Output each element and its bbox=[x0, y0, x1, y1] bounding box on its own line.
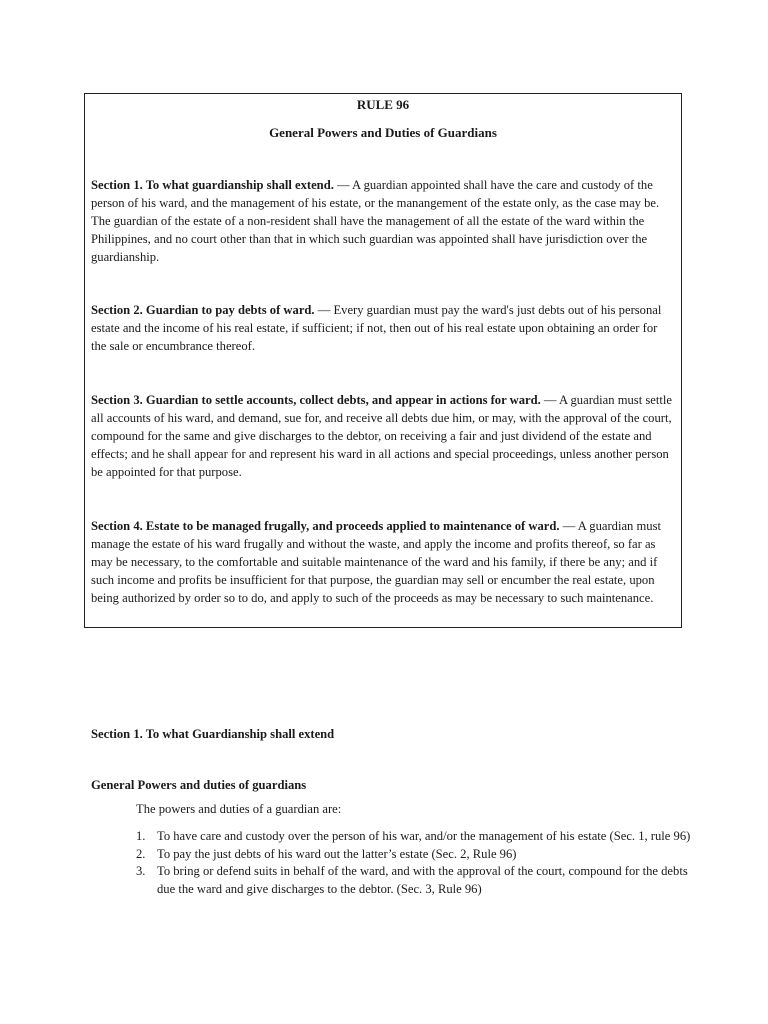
section-4-paragraph bbox=[91, 517, 675, 607]
notes-heading-section-1: Section 1. To what Guardianship shall extend bbox=[91, 727, 335, 741]
list-item bbox=[136, 828, 691, 846]
rule-title: RULE 96 bbox=[356, 97, 410, 112]
section-1-paragraph bbox=[91, 176, 675, 266]
section-2-heading: Section 2. Guardian to pay debts of ward. bbox=[91, 303, 315, 317]
list-item-text: To bring or defend suits in behalf of the ward, and with the approval of the court, compound for the debts due the ward and give discharges to the debtor. (Sec. 3, Rule 96) bbox=[157, 864, 688, 896]
rule-subtitle: General Powers and Duties of Guardians bbox=[269, 125, 497, 140]
section-4-heading: Section 4. Estate to be managed frugally, and proceeds applied to maintenance of ward. bbox=[91, 519, 560, 533]
section-4-body: — A guardian must manage the estate of his ward frugally and without the waste, and apply the income and profits thereof, so far as may be necessary, to the comfortable and suitable maintenance of the ward and his family, if there be any; and if such income and profits be insufficient for that purpose, the guardian may sell or encumber the real estate, upon being authorized by order so to do, and apply to such of the proceeds as may be necessary to such maintenance. bbox=[91, 519, 661, 605]
notes-heading-general-powers: General Powers and duties of guardians bbox=[91, 778, 307, 792]
section-2-body: — Every guardian must pay the ward's just debts out of his personal estate and the income of his real estate, if sufficient; if not, then out of his real estate upon obtaining an order for the sale or encumbrance thereof. bbox=[91, 303, 662, 353]
notes-section bbox=[91, 725, 691, 898]
list-item-text: To pay the just debts of his ward out the latter’s estate (Sec. 2, Rule 96) bbox=[157, 846, 517, 861]
section-2-paragraph bbox=[91, 301, 675, 355]
list-item-text: To have care and custody over the person of his war, and/or the management of his estate (Sec. 1, rule 96) bbox=[157, 829, 691, 843]
section-3-paragraph bbox=[91, 391, 675, 481]
rule-96-box bbox=[84, 93, 682, 628]
list-item-number: 3. bbox=[136, 864, 146, 878]
list-item-number: 1. bbox=[136, 829, 146, 843]
list-item bbox=[136, 846, 691, 864]
list-item-number: 2. bbox=[136, 846, 146, 861]
section-1-body: — A guardian appointed shall have the care and custody of the person of his ward, and the management of his estate, or the manangement of the estate only, as the case may be. The guardian of the estate of a non-resident shall have the management of all the estate of the ward within the Philippines, and no court other than that in which such guardian was appointed shall have jurisdiction over the guardianship. bbox=[91, 178, 660, 264]
section-3-body: — A guardian must settle all accounts of his ward, and demand, sue for, and receive all debts due him, or may, with the approval of the court, compound for the same and give discharges to the debtor, on receiving a fair and just dividend of the estate and effects; and he shall appear for and represent his ward in all actions and special proceedings, unless another person be appointed for that purpose. bbox=[91, 393, 672, 479]
duties-list bbox=[91, 828, 691, 898]
section-1-heading: Section 1. To what guardianship shall extend. bbox=[91, 178, 334, 192]
list-item bbox=[136, 863, 691, 898]
notes-intro: The powers and duties of a guardian are: bbox=[136, 802, 342, 816]
section-3-heading: Section 3. Guardian to settle accounts, collect debts, and appear in actions for ward. bbox=[91, 393, 541, 407]
